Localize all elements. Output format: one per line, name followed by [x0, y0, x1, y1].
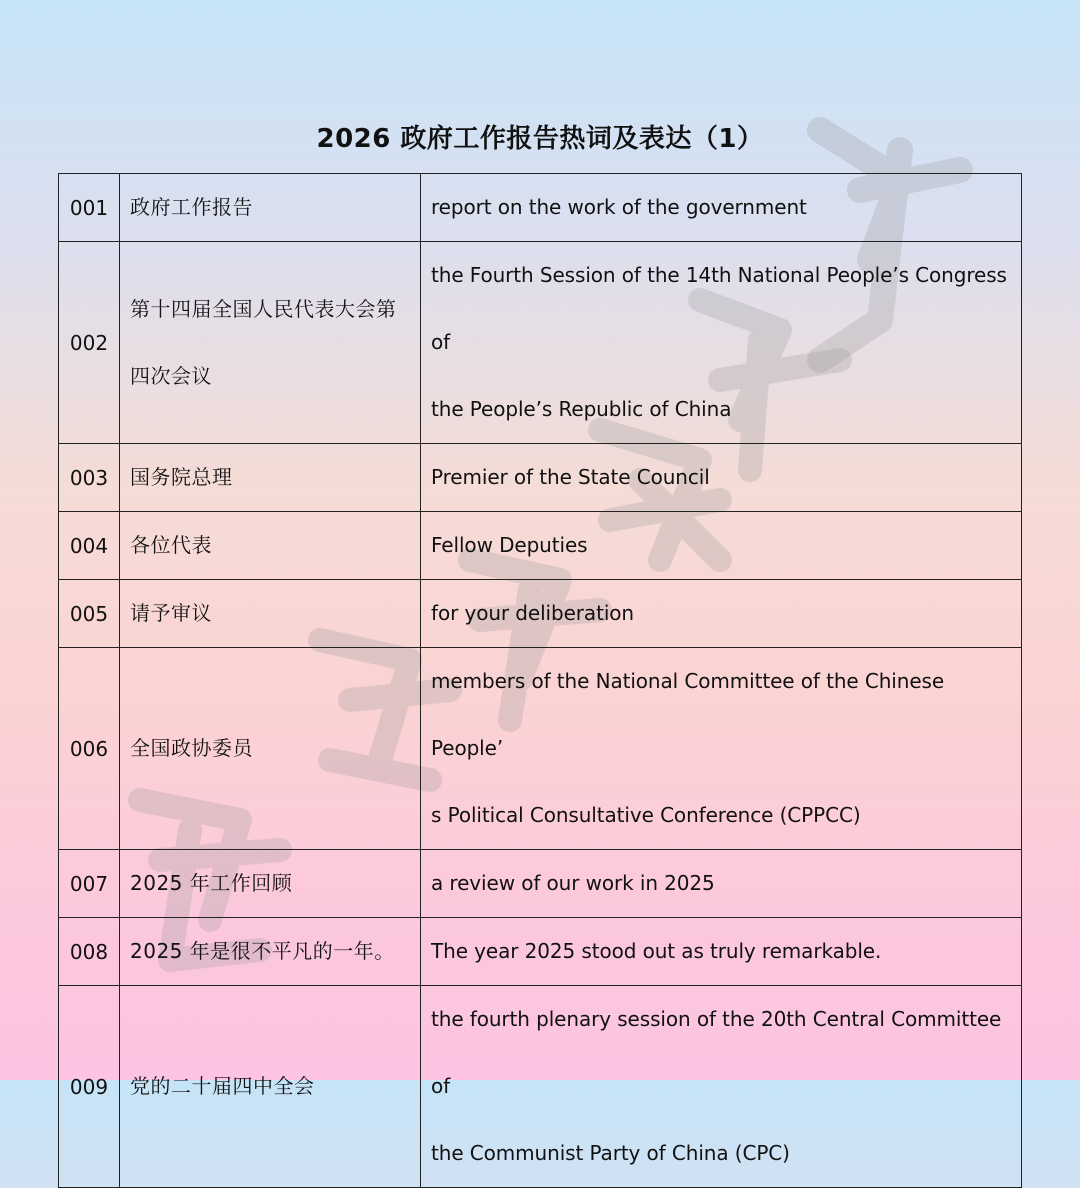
table-row — [59, 918, 1022, 986]
english-line: members of the National Committee of the Chinese People’ — [431, 669, 945, 760]
table-row — [59, 648, 1022, 850]
english-line: the Fourth Session of the 14th National People’s Congress of — [431, 263, 1007, 354]
english-translation — [421, 986, 1022, 1188]
chinese-term-line: 全国政协委员 — [130, 736, 253, 760]
english-translation — [421, 918, 1022, 986]
english-line: The year 2025 stood out as truly remarkable. — [431, 939, 882, 963]
table-row — [59, 512, 1022, 580]
table-row — [59, 850, 1022, 918]
chinese-term-line: 各位代表 — [130, 533, 212, 557]
chinese-term-line: 四次会议 — [130, 363, 212, 388]
chinese-term-line: 政府工作报告 — [130, 195, 253, 219]
english-translation — [421, 444, 1022, 512]
chinese-term — [120, 918, 421, 986]
row-number: 008 — [59, 918, 120, 986]
chinese-term — [120, 242, 421, 444]
chinese-term — [120, 986, 421, 1188]
table-row — [59, 174, 1022, 242]
english-line: the People’s Republic of China — [431, 397, 732, 421]
english-line: a review of our work in 2025 — [431, 871, 715, 895]
row-number: 004 — [59, 512, 120, 580]
row-number: 003 — [59, 444, 120, 512]
chinese-term-line: 2025 年工作回顾 — [130, 871, 293, 895]
chinese-term — [120, 512, 421, 580]
english-line: the Communist Party of China (CPC) — [431, 1141, 790, 1165]
row-number: 005 — [59, 580, 120, 648]
english-line: for your deliberation — [431, 601, 634, 625]
chinese-term-line: 2025 年是很不平凡的一年。 — [130, 939, 395, 963]
english-translation — [421, 174, 1022, 242]
chinese-term — [120, 580, 421, 648]
row-number: 001 — [59, 174, 120, 242]
english-translation — [421, 242, 1022, 444]
english-translation — [421, 580, 1022, 648]
english-line: Fellow Deputies — [431, 533, 588, 557]
chinese-term-line: 国务院总理 — [130, 465, 233, 489]
table-row — [59, 242, 1022, 444]
chinese-term — [120, 444, 421, 512]
chinese-term-line: 请予审议 — [130, 601, 212, 625]
row-number: 002 — [59, 242, 120, 444]
english-line: report on the work of the government — [431, 195, 807, 219]
row-number: 007 — [59, 850, 120, 918]
table-row — [59, 986, 1022, 1188]
english-translation — [421, 648, 1022, 850]
page-title: 2026 政府工作报告热词及表达（1） — [316, 124, 764, 154]
english-line: Premier of the State Council — [431, 465, 710, 489]
table-row — [59, 580, 1022, 648]
chinese-term-line: 第十四届全国人民代表大会第 — [130, 296, 397, 321]
chinese-term — [120, 174, 421, 242]
chinese-term — [120, 850, 421, 918]
english-line: s Political Consultative Conference (CPPCC) — [431, 803, 861, 827]
table-row — [59, 444, 1022, 512]
chinese-term — [120, 648, 421, 850]
english-line: the fourth plenary session of the 20th Central Committee of — [431, 1007, 1002, 1098]
english-translation — [421, 850, 1022, 918]
row-number: 006 — [59, 648, 120, 850]
chinese-term-line: 党的二十届四中全会 — [130, 1074, 315, 1098]
row-number: 009 — [59, 986, 120, 1188]
english-translation — [421, 512, 1022, 580]
glossary-table — [58, 173, 1022, 1188]
